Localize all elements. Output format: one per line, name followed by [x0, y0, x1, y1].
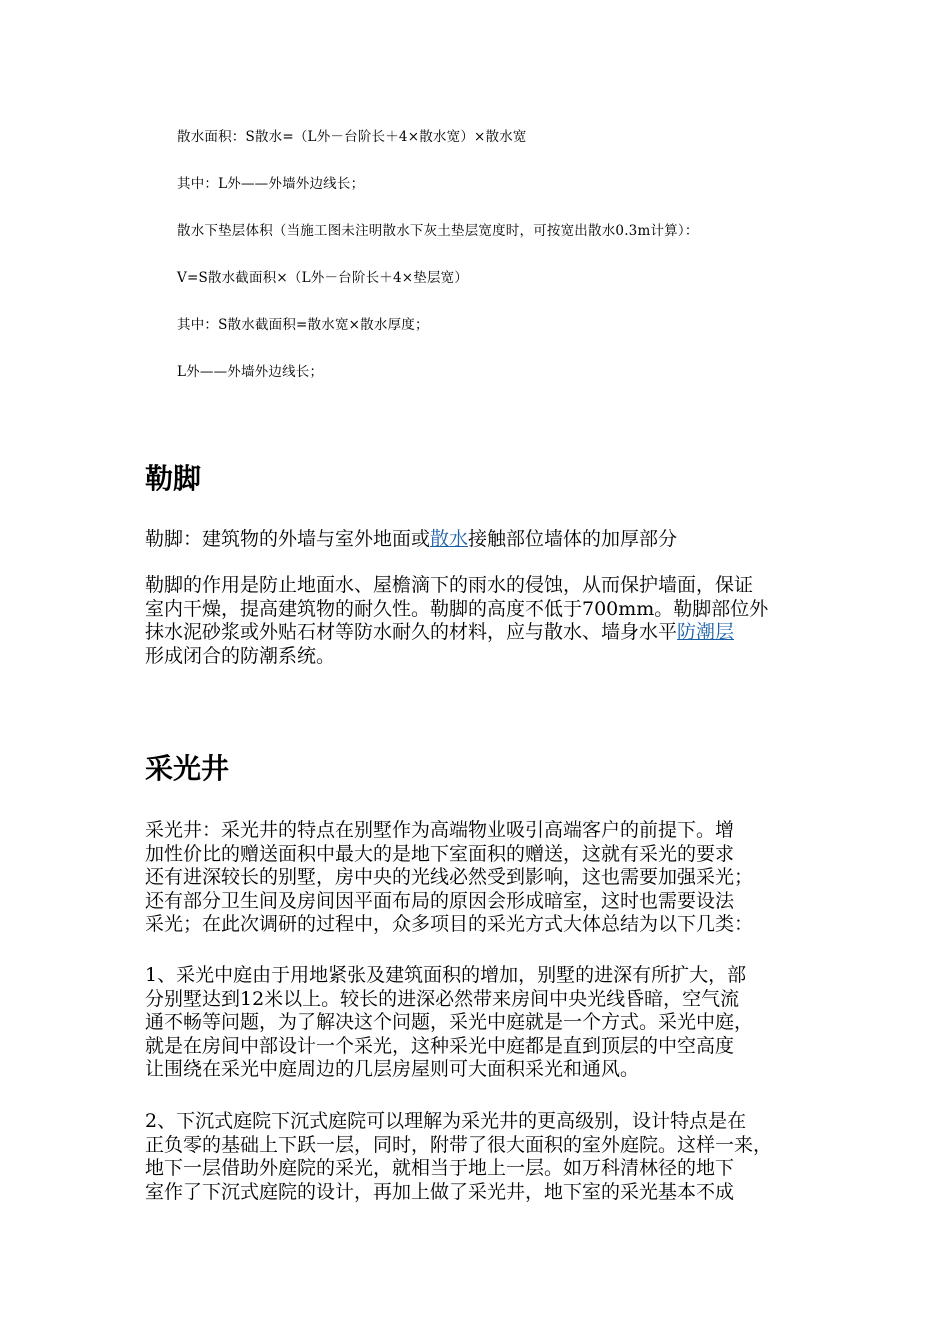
- formula-line-3: 散水下垫层体积（当施工图未注明散水下灰土垫层宽度时，可按宽出散水0.3m计算）：: [177, 223, 699, 239]
- cgj-p3-line: 室作了下沉式庭院的设计，再加上做了采光井，地下室的采光基本不成: [145, 1180, 735, 1203]
- leijiao-definition: [145, 528, 813, 552]
- formula-line-4: V=S散水截面积×（L外－台阶长＋4×垫层宽）: [177, 270, 469, 286]
- cgj-p2-line: 通不畅等问题，为了解决这个问题，采光中庭就是一个方式。采光中庭，: [145, 1011, 754, 1033]
- cgj-p3-line: 2、下沉式庭院下沉式庭院可以理解为采光井的更高级别，设计特点是在: [145, 1110, 747, 1132]
- heading-caiguangjing: 采光井: [145, 752, 230, 785]
- leijiao-def-before: 勒脚：建筑物的外墙与室外地面或: [145, 528, 431, 550]
- cgj-p1-line: 采光；在此次调研的过程中，众多项目的采光方式大体总结为以下几类：: [145, 913, 754, 935]
- cgj-p1-line: 加性价比的赠送面积中最大的是地下室面积的赠送，这就有采光的要求: [145, 842, 735, 865]
- cgj-p2-line: 就是在房间中部设计一个采光，这种采光中庭都是直到顶层的中空高度: [145, 1034, 735, 1057]
- link-fangchaoceng[interactable]: 防潮层: [677, 621, 735, 643]
- caiguangjing-paragraph-2: [145, 964, 813, 1082]
- formula-line-6: L外——外墙外边线长；: [177, 364, 324, 380]
- cgj-p2-line: 分别墅达到12米以上。较长的进深必然带来房间中央光线昏暗，空气流: [145, 987, 740, 1010]
- formula-line-5: 其中：S散水截面积=散水宽×散水厚度；: [177, 317, 429, 333]
- formula-line-2: 其中：L外——外墙外边线长；: [177, 176, 365, 192]
- cgj-p1-line: 还有进深较长的别墅，房中央的光线必然受到影响，这也需要加强采光；: [145, 866, 754, 888]
- link-sanshui[interactable]: 散水: [430, 528, 469, 550]
- cgj-p2-line: 1、采光中庭由于用地紧张及建筑面积的增加，别墅的进深有所扩大，部: [145, 964, 747, 986]
- leijiao-p2-line-2: 室内干燥，提高建筑物的耐久性。勒脚的高度不低于700mm。勒脚部位外: [145, 597, 769, 620]
- leijiao-p2-line-4: 形成闭合的防潮系统。: [145, 644, 336, 667]
- cgj-p1-line: 采光井：采光井的特点在别墅作为高端物业吸引高端客户的前提下。增: [145, 819, 735, 841]
- leijiao-p2-line-3: 抹水泥砂浆或外贴石材等防水耐久的材料，应与散水、墙身水平: [145, 621, 678, 643]
- formula-line-1: 散水面积：S散水=（L外－台阶长＋4×散水宽）×散水宽: [177, 129, 527, 145]
- heading-leijiao: 勒脚: [145, 462, 202, 495]
- caiguangjing-paragraph-3: [145, 1110, 813, 1204]
- caiguangjing-paragraph-1: [145, 819, 813, 937]
- leijiao-def-after: 接触部位墙体的加厚部分: [468, 528, 678, 550]
- leijiao-p2-line-1: 勒脚的作用是防止地面水、屋檐滴下的雨水的侵蚀，从而保护墙面，保证: [145, 574, 754, 596]
- cgj-p2-line: 让围绕在采光中庭周边的几层房屋则可大面积采光和通风。: [145, 1058, 640, 1080]
- leijiao-paragraph: [145, 574, 813, 668]
- cgj-p3-line: 地下一层借助外庭院的采光，就相当于地上一层。如万科清林径的地下: [145, 1157, 735, 1179]
- cgj-p3-line: 正负零的基础上下跃一层，同时，附带了很大面积的室外庭院。这样一来，: [145, 1133, 773, 1156]
- cgj-p1-line: 还有部分卫生间及房间因平面布局的原因会形成暗室，这时也需要设法: [145, 889, 735, 912]
